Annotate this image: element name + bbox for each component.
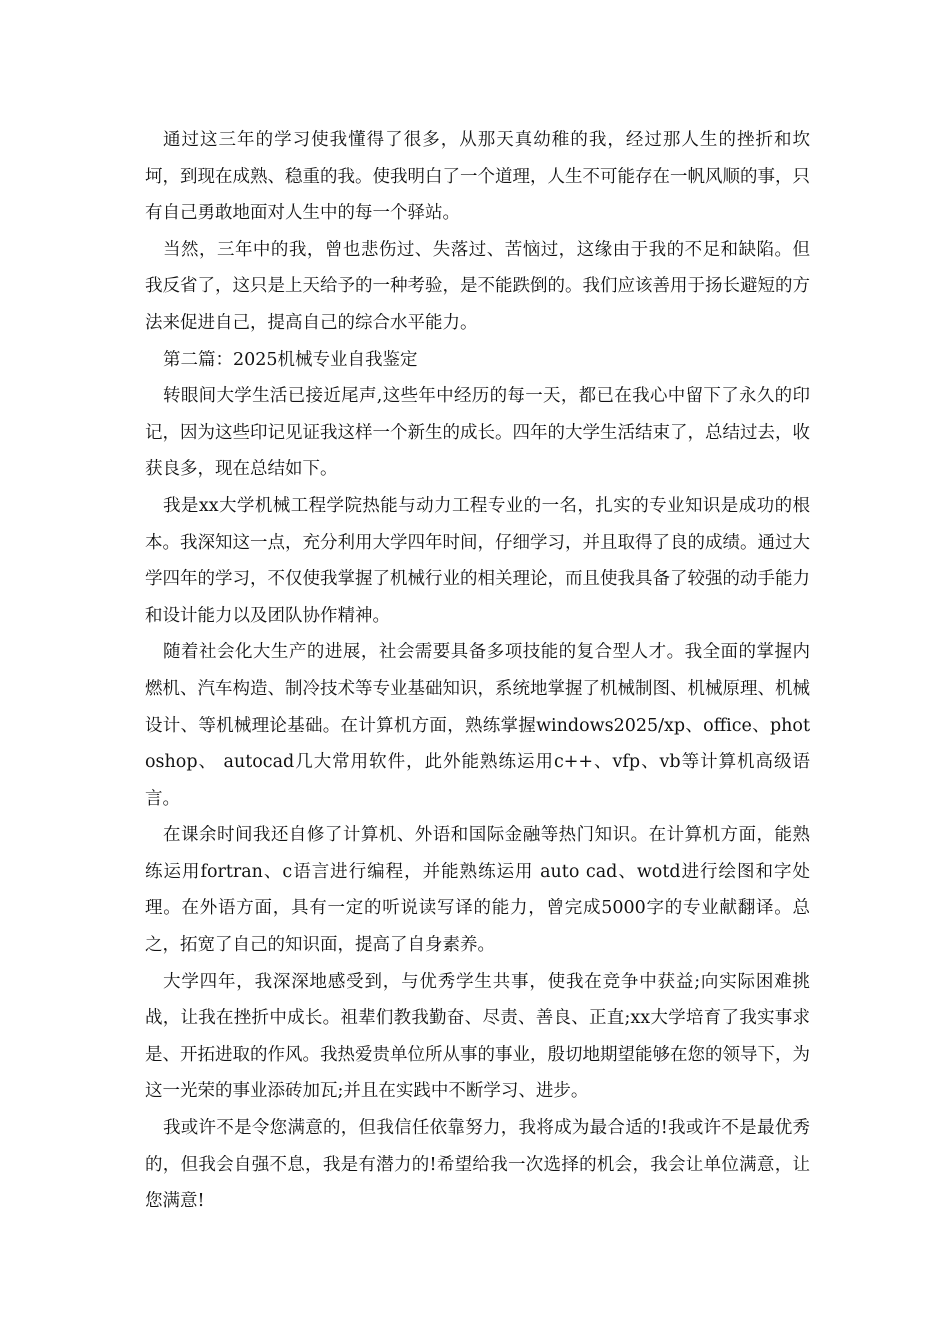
paragraph-5: 随着社会化大生产的进展，社会需要具备多项技能的复合型人才。我全面的掌握内燃机、汽车构造、制冷技术等专业基础知识，系统地掌握了机械制图、机械原理、机械设计、等机械理论基础。在计算机方面，熟练掌握windows2025/xp、office、photoshop、 autocad几大常用软件，此外能熟练运用c++、vfp、vb等计算机高级语言。 bbox=[145, 642, 810, 809]
paragraph-4: 我是xx大学机械工程学院热能与动力工程专业的一名，扎实的专业知识是成功的根本。我深知这一点，充分利用大学四年时间，仔细学习，并且取得了良的成绩。通过大学四年的学习，不仅使我掌握了机械行业的相关理论，而且使我具备了较强的动手能力和设计能力以及团队协作精神。 bbox=[145, 495, 810, 626]
paragraph-8: 我或许不是令您满意的，但我信任依靠努力，我将成为最合适的!我或许不是最优秀的，但我会自强不息，我是有潜力的!希望给我一次选择的机会，我会让单位满意，让您满意! bbox=[145, 1118, 810, 1212]
section-heading: 第二篇：2025机械专业自我鉴定 bbox=[163, 349, 418, 370]
document-body bbox=[145, 122, 810, 1220]
paragraph-6: 在课余时间我还自修了计算机、外语和国际金融等热门知识。在计算机方面，能熟练运用fortran、c语言进行编程，并能熟练运用 auto cad、wotd进行绘图和字处理。在外语方面，具有一定的听说读写译的能力，曾完成5000字的专业献翻译。总之，拓宽了自己的知识面，提高了自身素养。 bbox=[145, 825, 810, 956]
paragraph-7: 大学四年，我深深地感受到，与优秀学生共事，使我在竞争中获益;向实际困难挑战，让我在挫折中成长。祖辈们教我勤奋、尽责、善良、正直;xx大学培育了我实事求是、开拓进取的作风。我热爱贵单位所从事的事业，殷切地期望能够在您的领导下，为这一光荣的事业添砖加瓦;并且在实践中不断学习、进步。 bbox=[145, 971, 810, 1102]
paragraph-3: 转眼间大学生活已接近尾声,这些年中经历的每一天，都已在我心中留下了永久的印记，因为这些印记见证我这样一个新生的成长。四年的大学生活结束了，总结过去，收获良多，现在总结如下。 bbox=[145, 386, 810, 480]
paragraph-2: 当然，三年中的我，曾也悲伤过、失落过、苦恼过，这缘由于我的不足和缺陷。但我反省了，这只是上天给予的一种考验，是不能跌倒的。我们应该善用于扬长避短的方法来促进自己，提高自己的综合水平能力。 bbox=[145, 239, 810, 333]
paragraph-1: 通过这三年的学习使我懂得了很多，从那天真幼稚的我，经过那人生的挫折和坎坷，到现在成熟、稳重的我。使我明白了一个道理，人生不可能存在一帆风顺的事，只有自己勇敢地面对人生中的每一个驿站。 bbox=[145, 130, 810, 224]
